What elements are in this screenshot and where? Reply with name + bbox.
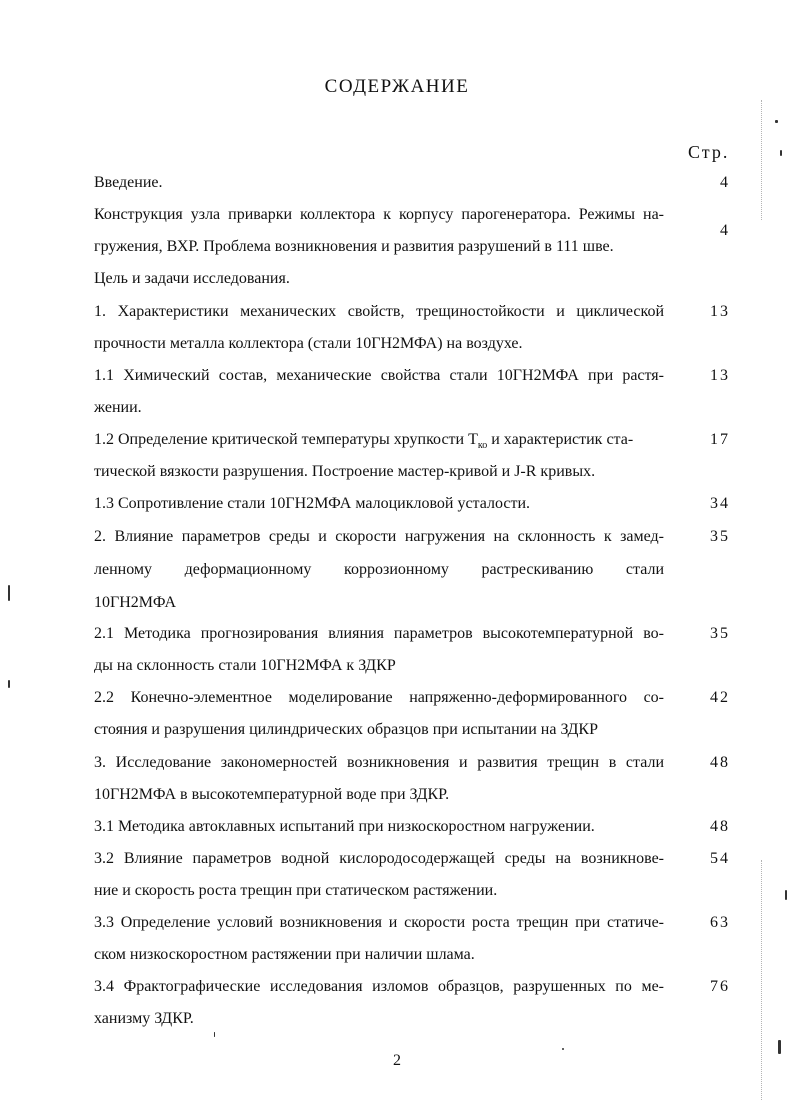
toc-line: 3.1 Методика автоклавных испытаний при низкоскоростном нагружении. bbox=[94, 818, 595, 835]
toc-line: ние и скорость роста трещин при статическом растяжении. bbox=[94, 882, 498, 899]
toc-page: 4 bbox=[720, 174, 730, 191]
toc-page: 17 bbox=[710, 431, 730, 448]
toc-line: 1. Характеристики механических свойств, трещиностойкости и циклической bbox=[94, 303, 664, 320]
scan-edge-noise bbox=[761, 100, 792, 220]
toc-page: 4 bbox=[720, 222, 730, 239]
toc-line: гружения, ВХР. Проблема возникновения и развития разрушений в 111 шве. bbox=[94, 238, 614, 255]
toc-line-head: 1.2 Определение критической температуры хрупкости Т bbox=[94, 431, 478, 448]
scan-speck bbox=[214, 1032, 215, 1037]
toc-line: 2.1 Методика прогнозирования влияния параметров высокотемпературной во- bbox=[94, 625, 664, 642]
toc-line: 2. Влияние параметров среды и скорости нагружения на склонность к замед- bbox=[94, 528, 664, 545]
toc-page: 48 bbox=[710, 754, 730, 771]
toc-line: 10ГН2МФА в высокотемпературной воде при ЗДКР. bbox=[94, 786, 450, 803]
toc-line: ды на склонность стали 10ГН2МФА к ЗДКР bbox=[94, 657, 396, 674]
toc-line: 3.2 Влияние параметров водной кислородосодержащей среды на возникнове- bbox=[94, 850, 664, 867]
toc-line: ском низкоскоростном растяжении при наличии шлама. bbox=[94, 946, 475, 963]
toc-line: тической вязкости разрушения. Построение мастер-кривой и J-R кривых. bbox=[94, 463, 596, 480]
toc-line: Конструкция узла приварки коллектора к корпусу парогенератора. Режимы на- bbox=[94, 206, 664, 223]
toc-page: 48 bbox=[710, 818, 730, 835]
page-number: 2 bbox=[393, 1052, 401, 1069]
toc-line: 10ГН2МФА bbox=[94, 594, 177, 611]
toc-page: 13 bbox=[710, 367, 730, 384]
toc-page: 35 bbox=[710, 625, 730, 642]
toc-line: Введение. bbox=[94, 174, 163, 191]
toc-page: 35 bbox=[710, 528, 730, 545]
toc-page: 42 bbox=[710, 689, 730, 706]
page-title: СОДЕРЖАНИЕ bbox=[324, 76, 470, 97]
toc-line: прочности металла коллектора (стали 10ГН2МФА) на воздухе. bbox=[94, 335, 523, 352]
toc-line: 1.3 Сопротивление стали 10ГН2МФА малоцикловой усталости. bbox=[94, 495, 531, 512]
toc-line: жении. bbox=[94, 399, 142, 416]
scan-speck bbox=[562, 1048, 564, 1050]
subscript-ko: ко bbox=[477, 440, 488, 452]
toc-line: ханизму ЗДКР. bbox=[94, 1010, 194, 1027]
toc-line: 3.3 Определение условий возникновения и скорости роста трещин при статиче- bbox=[94, 914, 664, 931]
scan-speck bbox=[778, 1040, 781, 1054]
scan-speck bbox=[775, 120, 778, 123]
scan-speck bbox=[785, 890, 787, 900]
toc-line: 3.4 Фрактографические исследования изломов образцов, разрушенных по ме- bbox=[94, 978, 664, 995]
scan-speck bbox=[8, 585, 10, 601]
toc-line: ленному деформационному коррозионному растрескиванию стали bbox=[94, 561, 664, 578]
toc-page: 54 bbox=[710, 850, 730, 867]
toc-line: 3. Исследование закономерностей возникновения и развития трещин в стали bbox=[94, 754, 664, 771]
toc-line: 1.1 Химический состав, механические свойства стали 10ГН2МФА при растя- bbox=[94, 367, 664, 384]
toc-page: 76 bbox=[710, 978, 730, 995]
scan-speck bbox=[8, 680, 10, 688]
toc-page: 63 bbox=[710, 914, 730, 931]
scan-speck bbox=[780, 150, 782, 156]
toc-line-tail: и характеристик ста- bbox=[487, 431, 634, 448]
toc-line: 2.2 Конечно-элементное моделирование напряженно-деформированного со- bbox=[94, 689, 664, 706]
scan-edge-noise bbox=[761, 860, 792, 1100]
toc-line: стояния и разрушения цилиндрических образцов при испытании на ЗДКР bbox=[94, 721, 598, 738]
toc-page: 34 bbox=[710, 495, 730, 512]
toc-line bbox=[94, 430, 664, 456]
page-column-label: Стр. bbox=[688, 142, 730, 162]
toc-page: 13 bbox=[710, 303, 730, 320]
toc-line: Цель и задачи исследования. bbox=[94, 270, 290, 287]
